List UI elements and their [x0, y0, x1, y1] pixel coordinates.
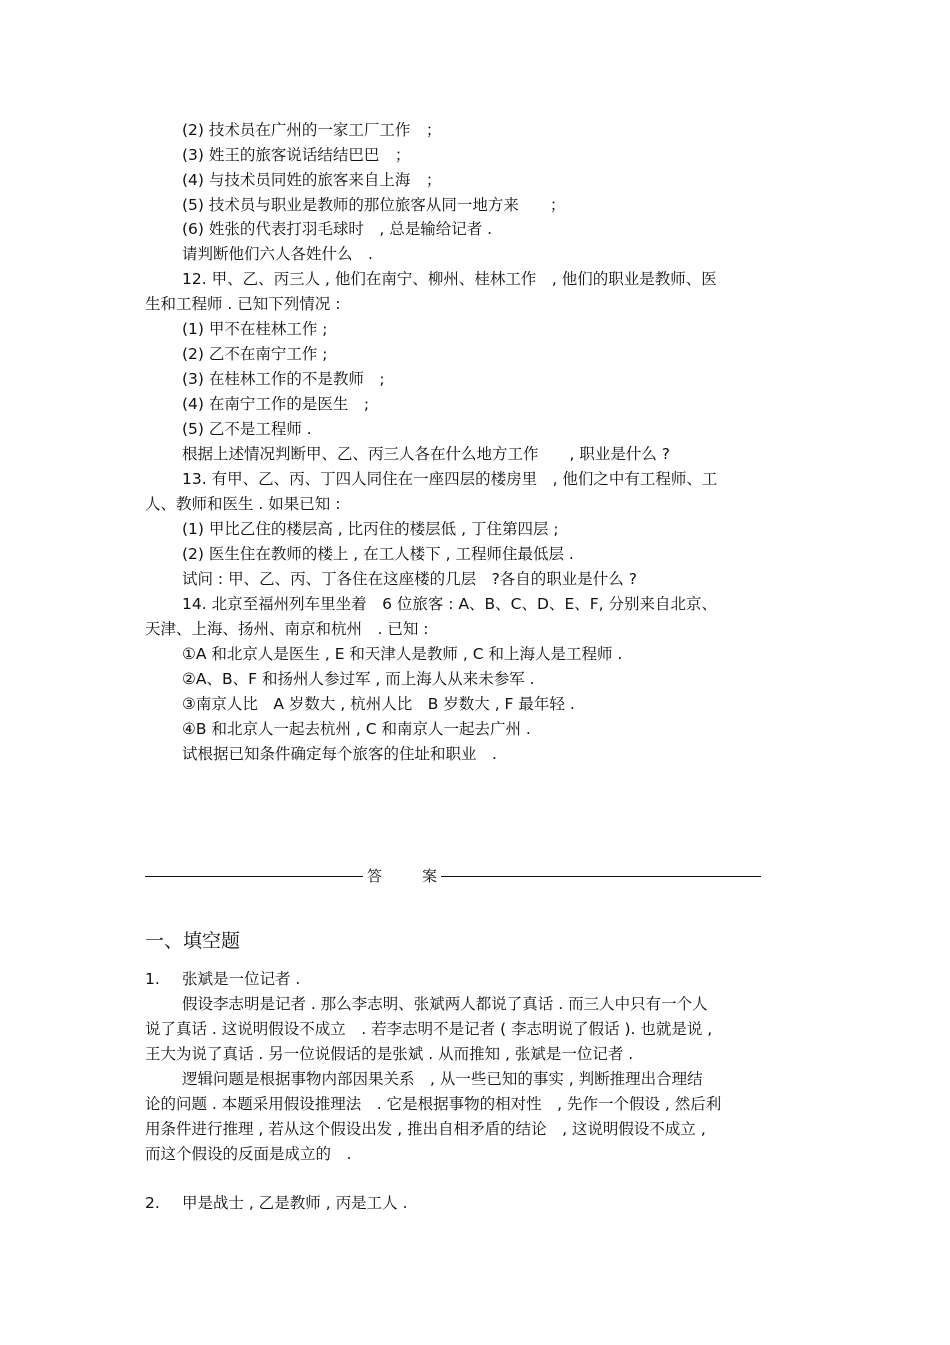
- answer-divider: [145, 866, 765, 886]
- p13-question: 试问 : 甲、乙、丙、丁各住在这座楼的几层 ?各自的职业是什么 ?: [182, 570, 637, 588]
- answer-1-para1-line3: 王大为说了真话 . 另一位说假话的是张斌 . 从而推知 , 张斌是一位记者 .: [145, 1045, 634, 1063]
- p11-question: 请判断他们六人各姓什么 .: [182, 245, 373, 263]
- p12-condition-1: (1) 甲不在桂林工作 ;: [182, 320, 328, 338]
- answer-1-para2-line1: 逻辑问题是根据事物内部因果关系 , 从一些已知的事实 , 判断推理出合理结: [182, 1070, 703, 1088]
- divider-label-answer-1: 答: [367, 867, 383, 885]
- divider-line-right: [441, 876, 761, 877]
- p13-statement-line1: 13. 有甲、乙、丙、丁四人同住在一座四层的楼房里 , 他们之中有工程师、工: [182, 470, 718, 488]
- p12-condition-4: (4) 在南宁工作的是医生 ;: [182, 395, 370, 413]
- p13-condition-1: (1) 甲比乙住的楼层高 , 比丙住的楼层低 , 丁住第四层 ;: [182, 520, 559, 538]
- divider-label-answer-2: 案: [422, 867, 438, 885]
- p12-condition-3: (3) 在桂林工作的不是教师 ;: [182, 370, 385, 388]
- answer-1-para2-line3: 用条件进行推理 , 若从这个假设出发 , 推出自相矛盾的结论 , 这说明假设不成立 ,: [145, 1120, 706, 1138]
- p14-statement-line2: 天津、上海、扬州、南京和杭州 . 已知 :: [145, 620, 429, 638]
- p14-condition-3: ③南京人比 A 岁数大 , 杭州人比 B 岁数大 , F 最年轻 .: [182, 695, 575, 713]
- p13-statement-line2: 人、教师和医生 . 如果已知 :: [145, 495, 341, 513]
- p14-question: 试根据已知条件确定每个旅客的住址和职业 .: [182, 745, 497, 763]
- p12-statement-line2: 生和工程师 . 已知下列情况 :: [145, 295, 341, 313]
- p14-condition-4: ④B 和北京人一起去杭州 , C 和南京人一起去广州 .: [182, 720, 531, 738]
- answer-1-para1-line1: 假设李志明是记者 . 那么李志明、张斌两人都说了真话 . 而三人中只有一个人: [182, 995, 708, 1013]
- answer-1-number: 1.: [145, 970, 160, 988]
- answer-1-title: 张斌是一位记者 .: [182, 970, 301, 988]
- p11-condition-5: (5) 技术员与职业是教师的那位旅客从同一地方来 ；: [182, 196, 566, 214]
- p14-condition-2: ②A、B、F 和扬州人参过军 , 而上海人从来未参军 .: [182, 670, 535, 688]
- p11-condition-3: (3) 姓王的旅客说话结结巴巴 ；: [182, 146, 411, 164]
- divider-line-left: [145, 876, 363, 877]
- p14-statement-line1: 14. 北京至福州列车里坐着 6 位旅客 : A、B、C、D、E、F, 分别来自北京、: [182, 595, 718, 613]
- answer-1-para1-line2: 说了真话 . 这说明假设不成立 . 若李志明不是记者 ( 李志明说了假话 ). 也就是说 ,: [145, 1020, 713, 1038]
- answer-2-text: 甲是战士 , 乙是教师 , 丙是工人 .: [182, 1194, 408, 1212]
- answer-2-number: 2.: [145, 1194, 160, 1212]
- p12-question: 根据上述情况判断甲、乙、丙三人各在什么地方工作 , 职业是什么 ?: [182, 445, 671, 463]
- p11-condition-6: (6) 姓张的代表打羽毛球时 , 总是输给记者 .: [182, 220, 493, 238]
- p14-condition-1: ①A 和北京人是医生 , E 和天津人是教师 , C 和上海人是工程师 .: [182, 645, 623, 663]
- answer-1-para2-line2: 论的问题 . 本题采用假设推理法 . 它是根据事物的相对性 , 先作一个假设 , 然后利: [145, 1095, 722, 1113]
- p11-condition-4: (4) 与技术员同姓的旅客来自上海 ；: [182, 171, 442, 189]
- answer-1-para2-line4: 而这个假设的反面是成立的 .: [145, 1145, 352, 1163]
- p12-statement-line1: 12. 甲、乙、丙三人 , 他们在南宁、柳州、桂林工作 , 他们的职业是教师、医: [182, 270, 717, 288]
- p11-condition-2: (2) 技术员在广州的一家工厂工作 ；: [182, 121, 442, 139]
- section-title: 一、填空题: [145, 930, 241, 952]
- p13-condition-2: (2) 医生住在教师的楼上 , 在工人楼下 , 工程师住最低层 .: [182, 545, 574, 563]
- p12-condition-5: (5) 乙不是工程师 .: [182, 420, 312, 438]
- p12-condition-2: (2) 乙不在南宁工作 ;: [182, 345, 328, 363]
